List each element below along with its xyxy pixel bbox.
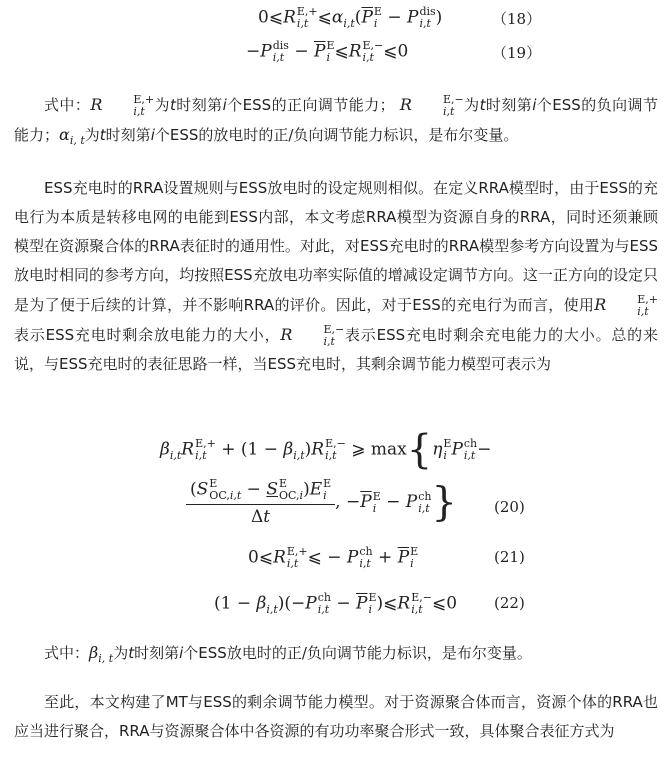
equation-number-21: (21): [494, 548, 525, 566]
equation-number-18: （18）: [492, 10, 542, 28]
equation-number-22: (22): [494, 594, 525, 612]
equation-22: $(1 - \beta_{i,t})(-P$ ch i,t − $\overline{P}$ E i )⩽R E,− i,t ⩽0: [214, 591, 458, 616]
equation-18: 0⩽R E,+ i,t $⩽\alpha_{i,t}(\overline{P}$ E i − P dis i,t ): [258, 5, 443, 30]
equation-20-line1: $\beta_{i,t}R$ E,+ i,t + $(1 - \beta_{i,t})R$ E,− i,t ⩾ max{η E i P ch i,t −: [160, 427, 492, 473]
prefix-text: 式中：: [44, 96, 91, 114]
paragraph-symbol-definitions-1: 式中：R E,+ i,t 为t时刻第i个ESS的正向调节能力； R E,− i,t 为t时刻第i个ESS的负向调节能力；$\alpha_{i, t}$为t时刻第i个ESS的放电时的正/负向调节能力标识，是布尔变量。: [14, 92, 658, 148]
equation-number-20: (20): [494, 498, 525, 516]
paragraph-charging-rra: ESS充电时的RRA设置规则与ESS放电时的设定规则相似。在定义RRA模型时，由于ESS的充电行为本质是转移电网的电能到ESS内部，本文考虑RRA模型为资源自身的RRA，同时还须兼顾模型在资源聚合体的RRA表征时的通用性。对此，对ESS充电时的RRA模型参考方向设置为与ESS放电时相同的参考方向，均按照ESS充放电功率实际值的增减设定调节方向。这一正方向的设定只是为了便于后续的计算，并不影响RRA的评价。因此，对于ESS的充电行为而言，使用R E,+ i,t 表示ESS充电时剩余放电能力的大小，R E,− i,t 表示ESS充电时剩余充电能力的大小。总的来说，与ESS充电时的表征思路一样，当ESS充电时，其剩余调节能力模型可表示为: [14, 179, 658, 373]
equation-number-19: （19）: [492, 44, 542, 62]
equation-20-line2: (S E OC,i,t − S E OC,i )E E i Δt , $-\overline{P}$ E i − P ch i,t }: [186, 478, 457, 527]
paragraph-symbol-definitions-2: 式中：$\beta_{i, t}$为t时刻第i个ESS放电时的正/负向调节能力标识，是布尔变量。: [44, 643, 532, 666]
equation-21: 0⩽R E,+ i,t ⩽ − P ch i,t + $\overline{P}$ E i: [248, 545, 419, 570]
paragraph-aggregation: 至此，本文构建了MT与ESS的剩余调节能力模型。对于资源聚合体而言，资源个体的RRA也应当进行聚合，RRA与资源聚合体中各资源的有功功率聚合形式一致，具体聚合表征方式为: [14, 693, 658, 740]
equation-19: −P dis i,t − $\overline{P}$ E i ⩽R E,− i,t ⩽0: [246, 39, 409, 64]
